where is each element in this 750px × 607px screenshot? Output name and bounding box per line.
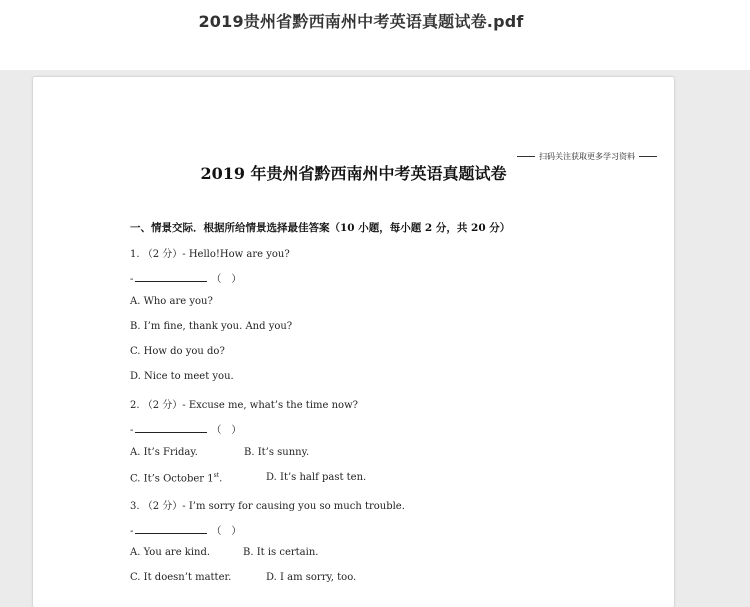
answer-paren: （ ）	[211, 425, 242, 436]
ordinal-suffix: st	[213, 472, 220, 479]
question-1-option-d: D. Nice to meet you.	[130, 371, 234, 382]
answer-blank	[135, 523, 207, 534]
question-3-option-d: D. I am sorry, too.	[266, 572, 357, 583]
viewer-header	[0, 0, 750, 70]
question-2-option-c	[130, 472, 222, 484]
question-1-option-b: B. I’m fine, thank you. And you?	[130, 321, 293, 332]
question-3-prompt: 3. （2 分）- I’m sorry for causing you so much trouble.	[130, 501, 405, 512]
answer-blank	[135, 271, 207, 282]
question-3-answer-line	[130, 522, 241, 537]
question-3-option-b: B. It is certain.	[243, 547, 319, 558]
pdf-page[interactable]	[33, 77, 674, 607]
question-3-option-a: A. You are kind.	[130, 547, 211, 558]
scan-note-left-dash	[517, 156, 535, 157]
question-1-option-a: A. Who are you?	[130, 296, 213, 307]
answer-prefix: -	[130, 526, 134, 537]
answer-blank	[135, 422, 207, 433]
section-heading: 一、情景交际．根据所给情景选择最佳答案（10 小题，每小题 2 分，共 20 分）	[130, 222, 511, 234]
scan-note-text: 扫码关注获取更多学习资料	[539, 152, 635, 161]
answer-prefix: -	[130, 274, 134, 285]
question-2-option-b: B. It’s sunny.	[244, 447, 310, 458]
question-2-option-a: A. It’s Friday.	[130, 447, 198, 458]
question-1-option-c: C. How do you do?	[130, 346, 225, 357]
question-2-option-d: D. It’s half past ten.	[266, 472, 367, 483]
option-text: C. It’s October 1	[130, 473, 214, 485]
question-2-prompt: 2. （2 分）- Excuse me, what’s the time now?	[130, 400, 358, 411]
answer-paren: （ ）	[211, 526, 242, 537]
answer-prefix: -	[130, 425, 134, 436]
question-1-prompt: 1. （2 分）- Hello!How are you?	[130, 249, 290, 260]
question-1-answer-line	[130, 270, 241, 285]
document-title: 2019 年贵州省黔西南州中考英语真题试卷	[200, 164, 507, 183]
question-2-answer-line	[130, 421, 241, 436]
scan-note-right-dash	[639, 156, 657, 157]
question-3-option-c: C. It doesn’t matter.	[130, 572, 232, 583]
option-end: .	[219, 473, 223, 485]
answer-paren: （ ）	[211, 274, 242, 285]
file-title: 2019贵州省黔西南州中考英语真题试卷.pdf	[198, 12, 524, 31]
